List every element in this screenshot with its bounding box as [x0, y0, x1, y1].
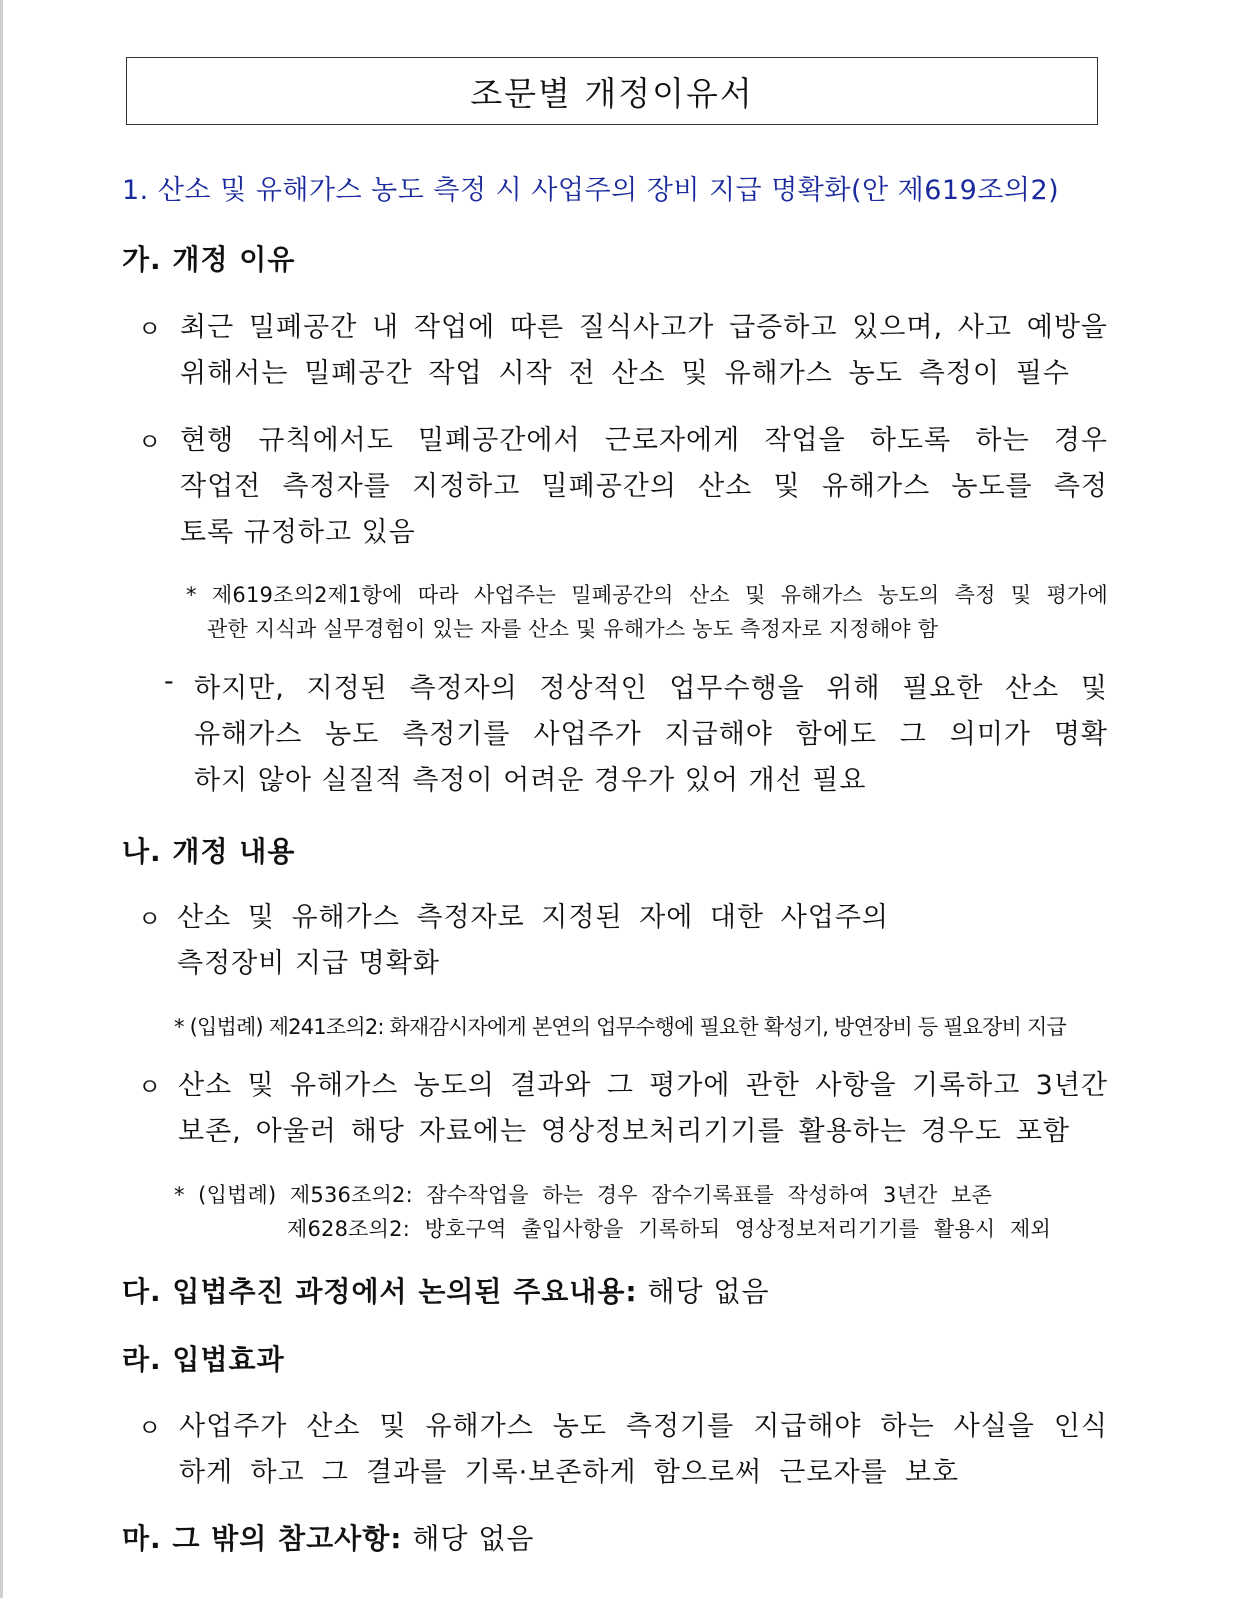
na-note2-line1: * (입법례) 제536조의2: 잠수작업을 하는 경우 잠수기록표를 작성하여 3년간 보존 — [174, 1183, 992, 1207]
ga-b2-line3: 토록 규정하고 있음 — [180, 517, 416, 548]
heading-ma — [122, 1517, 534, 1557]
na-note2-line2: 제628조의2: 방호구역 출입사항을 기록하되 영상정보저리기기를 활용시 제외 — [287, 1217, 1051, 1241]
bullet-marker: ㅇ — [138, 1073, 162, 1101]
bullet-marker: ㅇ — [138, 428, 162, 456]
na-b2-line2: 보존, 아울러 해당 자료에는 영상정보처리기기를 활용하는 경우도 포함 — [178, 1116, 1070, 1147]
ra-b1-line2: 하게 하고 그 결과를 기록·보존하게 함으로써 근로자를 보호 — [179, 1457, 959, 1488]
page-edge — [0, 0, 3, 1598]
document-title: 조문별 개정이유서 — [126, 57, 1098, 125]
ga-b1-line1: 최근 밀폐공간 내 작업에 따른 질식사고가 급증하고 있으며, 사고 예방을 — [180, 312, 1108, 343]
dash-marker: - — [164, 666, 174, 697]
heading-ra: 라. 입법효과 — [122, 1343, 285, 1376]
ga-b1-line2: 위해서는 밀폐공간 작업 시작 전 산소 및 유해가스 농도 측정이 필수 — [180, 358, 1070, 389]
bullet-marker: ㅇ — [138, 905, 162, 933]
heading-ma-label: 마. 그 밖의 참고사항: — [122, 1522, 403, 1555]
na-b1-line2: 측정장비 지급 명확화 — [177, 948, 440, 979]
bullet-marker: ㅇ — [138, 1414, 162, 1442]
ga-dash-line2: 유해가스 농도 측정기를 사업주가 지급해야 함에도 그 의미가 명확 — [194, 719, 1108, 750]
na-b1-line1: 산소 및 유해가스 측정자로 지정된 자에 대한 사업주의 — [177, 902, 889, 933]
na-note1: * (입법례) 제241조의2: 화재감시자에게 본연의 업무수행에 필요한 확성기, 방연장비 등 필요장비 지급 — [174, 1015, 1066, 1039]
heading-da — [122, 1270, 770, 1310]
na-b2-line1: 산소 및 유해가스 농도의 결과와 그 평가에 관한 사항을 기록하고 3년간 — [178, 1070, 1108, 1101]
ga-b2-line2: 작업전 측정자를 지정하고 밀폐공간의 산소 및 유해가스 농도를 측정 — [180, 471, 1108, 502]
heading-da-label: 다. 입법추진 과정에서 논의된 주요내용: — [122, 1275, 638, 1308]
ga-note-line1: * 제619조의2제1항에 따라 사업주는 밀폐공간의 산소 및 유해가스 농도의 측정 및 평가에 — [186, 583, 1108, 607]
ga-b2-line1: 현행 규칙에서도 밀폐공간에서 근로자에게 작업을 하도록 하는 경우 — [180, 425, 1108, 456]
ga-dash-line3: 하지 않아 실질적 측정이 어려운 경우가 있어 개선 필요 — [194, 765, 867, 796]
heading-da-value: 해당 없음 — [637, 1275, 770, 1308]
ga-dash-line1: 하지만, 지정된 측정자의 정상적인 업무수행을 위해 필요한 산소 및 — [194, 673, 1108, 704]
ra-b1-line1: 사업주가 산소 및 유해가스 농도 측정기를 지급해야 하는 사실을 인식 — [179, 1411, 1108, 1442]
heading-ma-value: 해당 없음 — [402, 1522, 535, 1555]
heading-ga: 가. 개정 이유 — [122, 243, 296, 276]
bullet-marker: ㅇ — [138, 315, 162, 343]
heading-na: 나. 개정 내용 — [122, 835, 296, 868]
section-1-heading: 1. 산소 및 유해가스 농도 측정 시 사업주의 장비 지급 명확화(안 제619조의2) — [122, 175, 1060, 206]
ga-note-line2: 관한 지식과 실무경험이 있는 자를 산소 및 유해가스 농도 측정자로 지정해야 함 — [207, 617, 939, 641]
